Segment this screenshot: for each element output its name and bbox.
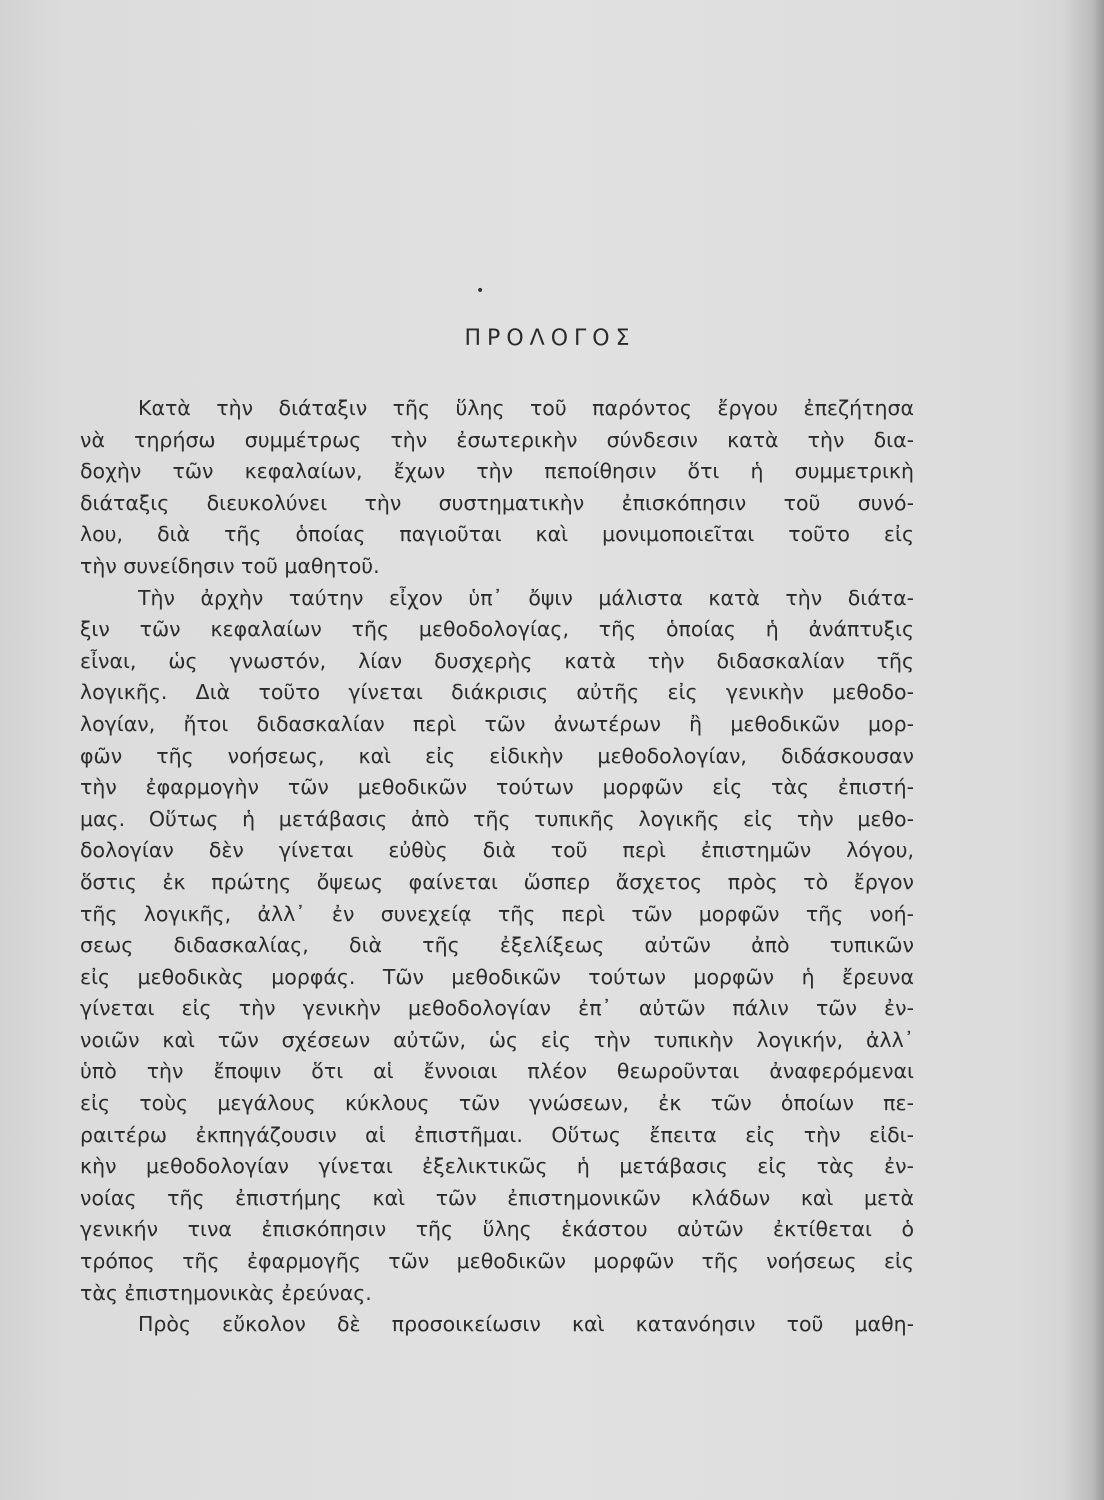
page-edge-shadow — [1064, 0, 1104, 1500]
text-line: λου, διὰ τῆς ὁποίας παγιοῦται καὶ μονιμοποιεῖται τοῦτο εἰς — [80, 522, 914, 547]
text-line: γίνεται εἰς τὴν γενικὴν μεθοδολογίαν ἐπ᾽ αὐτῶν πάλιν τῶν ἐν- — [80, 996, 914, 1021]
text-line: διάταξις διευκολύνει τὴν συστηματικὴν ἐπισκόπησιν τοῦ συνό- — [80, 490, 914, 515]
text-line: ξιν τῶν κεφαλαίων τῆς μεθοδολογίας, τῆς ὁποίας ἡ ἀνάπτυξις — [80, 617, 914, 642]
body-text — [80, 393, 914, 1341]
text-line: Πρὸς εὔκολον δὲ προσοικείωσιν καὶ κατανόησιν τοῦ μαθη- — [138, 1312, 914, 1337]
text-line: μας. Οὕτως ἡ μετάβασις ἀπὸ τῆς τυπικῆς λογικῆς εἰς τὴν μεθο- — [80, 806, 914, 831]
text-line: εἰς τοὺς μεγάλους κύκλους τῶν γνώσεων, ἐκ τῶν ὁποίων πε- — [80, 1091, 914, 1116]
text-line: γενικήν τινα ἐπισκόπησιν τῆς ὕλης ἑκάστου αὐτῶν ἐκτίθεται ὁ — [80, 1217, 914, 1242]
text-line: νοιῶν καὶ τῶν σχέσεων αὐτῶν, ὡς εἰς τὴν τυπικὴν λογικήν, ἀλλ᾽ — [80, 1027, 914, 1052]
text-line: Τὴν ἀρχὴν ταύτην εἶχον ὑπ᾽ ὄψιν μάλιστα κατὰ τὴν διάτα- — [138, 585, 914, 610]
text-line: κὴν μεθοδολογίαν γίνεται ἐξελικτικῶς ἡ μετάβασις εἰς τὰς ἐν- — [80, 1154, 914, 1179]
text-line: τὰς ἐπιστημονικὰς ἐρεύνας. — [80, 1280, 372, 1305]
text-line: νὰ τηρήσω συμμέτρως τὴν ἐσωτερικὴν σύνδεσιν κατὰ τὴν δια- — [80, 427, 914, 452]
text-line: ὅστις ἐκ πρώτης ὄψεως φαίνεται ὥσπερ ἄσχετος πρὸς τὸ ἔργον — [80, 869, 914, 894]
text-line: ὑπὸ τὴν ἔποψιν ὅτι αἱ ἔννοιαι πλέον θεωροῦνται ἀναφερόμεναι — [80, 1059, 914, 1084]
text-line: εἰς μεθοδικὰς μορφάς. Τῶν μεθοδικῶν τούτων μορφῶν ἡ ἔρευνα — [80, 964, 914, 989]
text-line: δολογίαν δὲν γίνεται εὐθὺς διὰ τοῦ περὶ ἐπιστημῶν λόγου, — [80, 838, 914, 863]
text-line: δοχὴν τῶν κεφαλαίων, ἔχων τὴν πεποίθησιν ὅτι ἡ συμμετρικὴ — [80, 459, 914, 484]
text-line: φῶν τῆς νοήσεως, καὶ εἰς εἰδικὴν μεθοδολογίαν, διδάσκουσαν — [80, 743, 914, 768]
text-line: εἶναι, ὡς γνωστόν, λίαν δυσχερὴς κατὰ τὴν διδασκαλίαν τῆς — [80, 648, 914, 673]
text-line: ραιτέρω ἐκπηγάζουσιν αἱ ἐπιστῆμαι. Οὕτως ἔπειτα εἰς τὴν εἰδι- — [80, 1122, 914, 1147]
text-line: σεως διδασκαλίας, διὰ τῆς ἐξελίξεως αὐτῶν ἀπὸ τυπικῶν — [80, 933, 914, 958]
text-line: νοίας τῆς ἐπιστήμης καὶ τῶν ἐπιστημονικῶν κλάδων καὶ μετὰ — [80, 1185, 914, 1210]
text-line: τῆς λογικῆς, ἀλλ᾽ ἐν συνεχείᾳ τῆς περὶ τῶν μορφῶν τῆς νοή- — [80, 901, 914, 926]
text-line: τὴν συνείδησιν τοῦ μαθητοῦ. — [80, 553, 380, 578]
text-line: τρόπος τῆς ἐφαρμογῆς τῶν μεθοδικῶν μορφῶν τῆς νοήσεως εἰς — [80, 1249, 914, 1274]
text-line: λογίαν, ἤτοι διδασκαλίαν περὶ τῶν ἀνωτέρων ἢ μεθοδικῶν μορ- — [80, 711, 914, 736]
text-line: λογικῆς. Διὰ τοῦτο γίνεται διάκρισις αὐτῆς εἰς γενικὴν μεθοδο- — [80, 680, 914, 705]
ornament-dot: • — [476, 283, 485, 299]
text-line: Κατὰ τὴν διάταξιν τῆς ὕλης τοῦ παρόντος ἔργου ἐπεζήτησα — [138, 396, 914, 420]
page-title: ΠΡΟΛΟΓΟΣ — [464, 326, 636, 351]
text-line: τὴν ἐφαρμογὴν τῶν μεθοδικῶν τούτων μορφῶν εἰς τὰς ἐπιστή- — [80, 775, 914, 800]
